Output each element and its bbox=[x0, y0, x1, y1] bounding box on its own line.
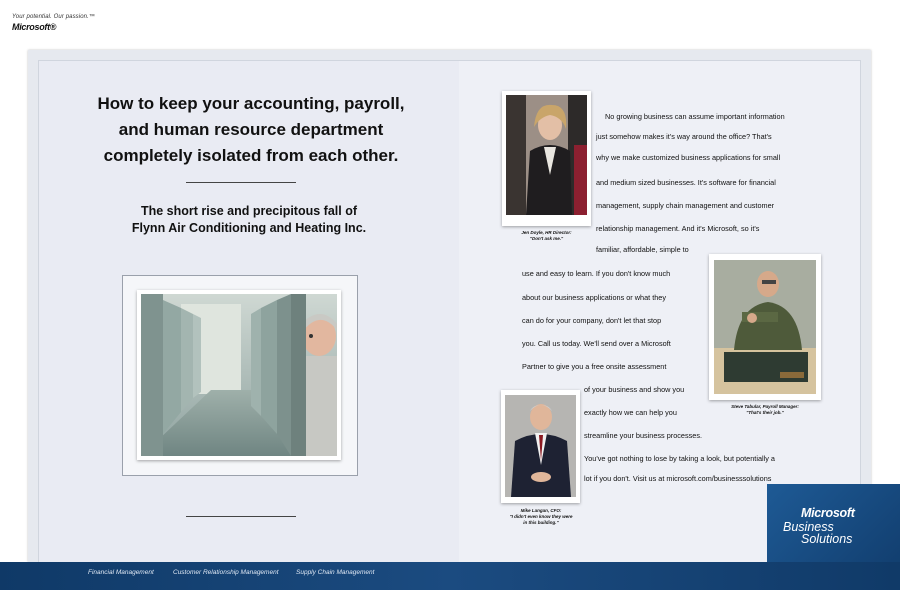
main-photo-frame bbox=[122, 275, 358, 476]
footer-link-crm[interactable]: Customer Relationship Management bbox=[173, 569, 279, 576]
body-line: you. Call us today. We'll send over a Microsoft bbox=[522, 339, 671, 348]
cfo-caption-quote-1: "I didn't even know they were bbox=[509, 514, 573, 519]
payroll-caption-name: Steve Tabular, Payroll Manager: bbox=[731, 404, 799, 409]
body-line: relationship management. And it's Microsoft, so it's bbox=[596, 224, 760, 233]
body-line: about our business applications or what they bbox=[522, 293, 666, 302]
footer-link-supply-chain[interactable]: Supply Chain Management bbox=[296, 569, 375, 576]
rule-bottom bbox=[186, 516, 296, 517]
cfo-photo bbox=[505, 395, 576, 497]
payroll-caption bbox=[705, 404, 825, 416]
subhead-line-1: The short rise and precipitous fall of bbox=[140, 204, 357, 218]
microsoft-logo-top: Microsoft® bbox=[12, 22, 57, 32]
brand-box-solutions: Solutions bbox=[801, 532, 853, 546]
hr-caption-quote: "Don't ask me." bbox=[529, 236, 564, 241]
microsoft-business-solutions-box bbox=[767, 484, 900, 562]
tagline: Your potential. Our passion.™ bbox=[12, 14, 95, 20]
cfo-caption bbox=[495, 508, 587, 526]
payroll-manager-photo bbox=[714, 260, 816, 394]
body-line: lot if you don't. Visit us at microsoft.com/businesssolutions bbox=[584, 474, 772, 483]
subhead-line-2: Flynn Air Conditioning and Heating Inc. bbox=[131, 221, 367, 235]
headline-line-2: and human resource department bbox=[118, 120, 384, 139]
hr-caption bbox=[494, 230, 599, 242]
footer-bar bbox=[0, 562, 900, 590]
body-line: of your business and show you bbox=[584, 385, 685, 394]
brand-box-business-solutions bbox=[783, 521, 852, 545]
body-line: familiar, affordable, simple to bbox=[596, 245, 689, 254]
headline bbox=[91, 91, 411, 169]
body-line: streamline your business processes. bbox=[584, 431, 703, 440]
body-line: management, supply chain management and customer bbox=[596, 201, 775, 210]
body-line: No growing business can assume important information bbox=[605, 112, 785, 121]
headline-line-3: completely isolated from each other. bbox=[103, 146, 399, 165]
footer-link-financial-management[interactable]: Financial Management bbox=[88, 569, 154, 576]
headline-line-1: How to keep your accounting, payroll, bbox=[97, 94, 405, 113]
hr-caption-name: Jen Doyle, HR Director: bbox=[521, 230, 572, 235]
payroll-caption-quote: "That's their job." bbox=[746, 410, 784, 415]
body-line: use and easy to learn. If you don't know much bbox=[522, 269, 671, 278]
office-cubicles-photo bbox=[141, 294, 337, 456]
cfo-photo-frame bbox=[501, 390, 580, 503]
body-line: just somehow makes it's way around the office? That's bbox=[596, 132, 772, 141]
hr-director-photo bbox=[506, 95, 587, 215]
main-photo bbox=[137, 290, 341, 460]
body-line: can do for your company, don't let that stop bbox=[522, 316, 662, 325]
payroll-manager-photo-frame bbox=[709, 254, 821, 400]
brand-box-microsoft: Microsoft bbox=[801, 506, 855, 520]
body-line: You've got nothing to lose by taking a look, but potentially a bbox=[584, 454, 775, 463]
hr-director-photo-frame bbox=[502, 91, 591, 226]
body-line: exactly how we can help you bbox=[584, 408, 677, 417]
brand-box-business: Business bbox=[783, 520, 834, 534]
rule-top bbox=[186, 182, 296, 183]
cfo-caption-quote-2: in this building." bbox=[523, 520, 559, 525]
body-line: and medium sized businesses. It's software for financial bbox=[596, 178, 776, 187]
body-line: Partner to give you a free onsite assessment bbox=[522, 362, 667, 371]
body-line: why we make customized business applications for small bbox=[596, 153, 781, 162]
subhead bbox=[99, 203, 399, 237]
cfo-caption-name: Mike Langan, CFO: bbox=[520, 508, 562, 513]
